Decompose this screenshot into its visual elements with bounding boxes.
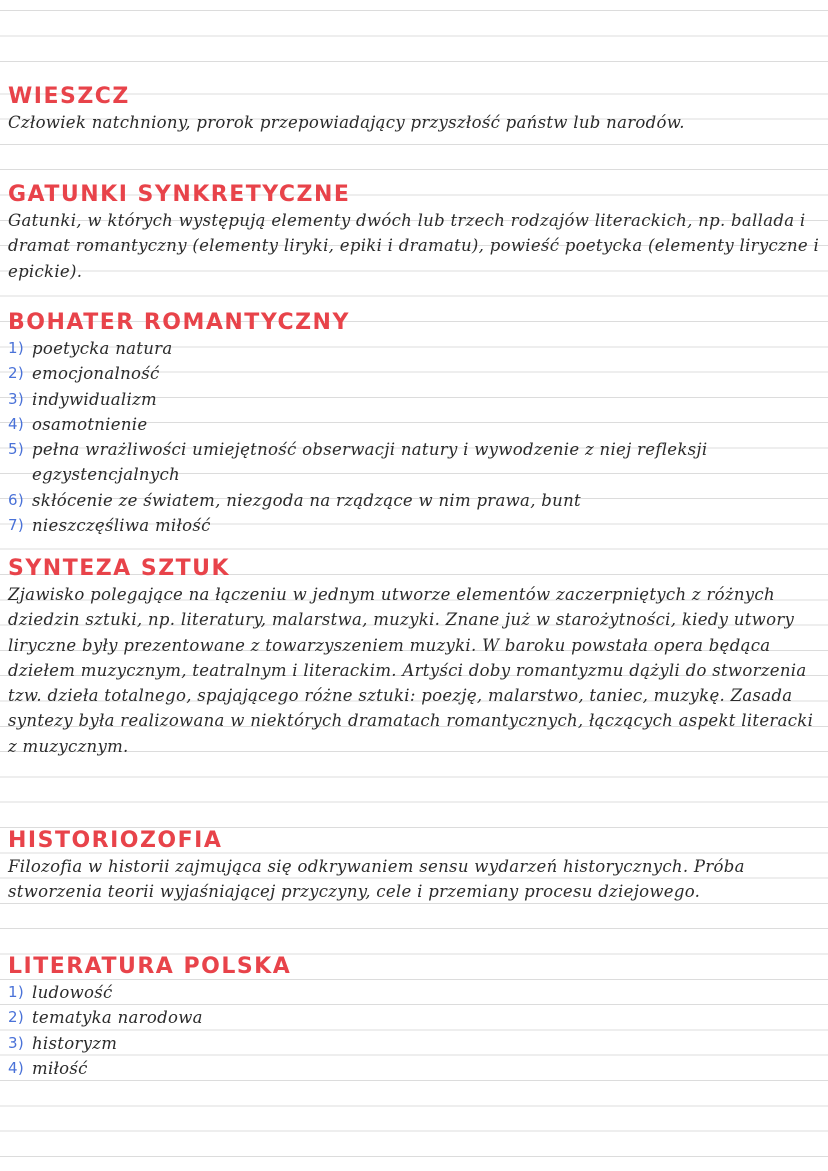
item-number: 6) bbox=[8, 490, 24, 509]
list-item bbox=[8, 488, 820, 513]
item-text: skłócenie ze światem, niezgoda na rządzące w nim prawa, bunt bbox=[32, 490, 581, 510]
item-text: tematyka narodowa bbox=[32, 1008, 203, 1028]
item-number: 5) bbox=[8, 440, 24, 459]
item-number: 3) bbox=[8, 389, 24, 408]
list-item bbox=[8, 1031, 820, 1056]
section-literatura bbox=[8, 954, 820, 1081]
list-item bbox=[8, 336, 820, 361]
section-historiozofia bbox=[8, 828, 820, 905]
item-number: 2) bbox=[8, 1008, 24, 1027]
item-number: 4) bbox=[8, 414, 24, 433]
item-text: indywidualizm bbox=[32, 389, 158, 409]
item-text: emocjonalność bbox=[32, 364, 160, 384]
text-historiozofia: Filozofia w historii zajmująca się odkrywaniem sensu wydarzeń historycznych. Próba stworzenia teorii wyjaśniającej przyczyny, cele i przemiany procesu dziejowego. bbox=[8, 857, 745, 902]
heading-bohater: BOHATER ROMANTYCZNY bbox=[8, 310, 350, 335]
list-item bbox=[8, 513, 820, 538]
item-number: 4) bbox=[8, 1058, 24, 1077]
heading-wieszcz: WIESZCZ bbox=[8, 84, 130, 109]
list-item bbox=[8, 412, 820, 437]
section-wieszcz bbox=[8, 84, 820, 135]
heading-synteza: SYNTEZA SZTUK bbox=[8, 556, 231, 581]
heading-literatura: LITERATURA POLSKA bbox=[8, 954, 292, 979]
list-item bbox=[8, 387, 820, 412]
item-text: nieszczęśliwa miłość bbox=[32, 516, 211, 536]
item-number: 2) bbox=[8, 364, 24, 383]
heading-gatunki: GATUNKI SYNKRETYCZNE bbox=[8, 182, 351, 207]
item-number: 3) bbox=[8, 1033, 24, 1052]
text-synteza: Zjawisko polegające na łączeniu w jednym utworze elementów zaczerpniętych z różnych dziedzin sztuki, np. literatury, malarstwa, muzyki. Znane już w starożytności, kiedy utwory liryczne były prezentowane z towarzyszeniem muzyki. W baroku powstała opera będąca dziełem muzycznym, teatralnym i literackim. Artyści doby romantyzmu dążyli do stworzenia tzw. dzieła totalnego, spajającego różne sztuki: poezję, malarstwo, taniec, muzykę. Zasada syntezy była realizowana w niektórych dramatach romantycznych, łączących aspekt literacki z muzycznym. bbox=[8, 585, 814, 756]
section-bohater bbox=[8, 310, 820, 538]
heading-historiozofia: HISTORIOZOFIA bbox=[8, 828, 223, 853]
section-gatunki bbox=[8, 182, 820, 284]
item-number: 1) bbox=[8, 983, 24, 1001]
item-text: ludowość bbox=[32, 983, 113, 1002]
item-text: poetycka natura bbox=[32, 339, 173, 358]
item-number: 1) bbox=[8, 339, 24, 357]
section-synteza bbox=[8, 556, 820, 759]
text-gatunki: Gatunki, w których występują elementy dwóch lub trzech rodzajów literackich, np. ballada i dramat romantyczny (elementy liryki, epiki i dramatu), powieść poetycka (elementy liryczne i epickie). bbox=[8, 211, 820, 281]
list-item bbox=[8, 1005, 820, 1030]
list-item bbox=[8, 1056, 820, 1081]
list-item bbox=[8, 437, 820, 488]
list-item bbox=[8, 980, 820, 1005]
list-item bbox=[8, 361, 820, 386]
list-bohater bbox=[8, 336, 820, 538]
text-wieszcz: Człowiek natchniony, prorok przepowiadający przyszłość państw lub narodów. bbox=[8, 113, 685, 132]
list-literatura bbox=[8, 980, 820, 1081]
item-text: osamotnienie bbox=[32, 414, 148, 434]
item-text: historyzm bbox=[32, 1033, 118, 1053]
item-text: miłość bbox=[32, 1058, 88, 1078]
item-text: pełna wrażliwości umiejętność obserwacji natury i wywodzenie z niej refleksji egzystencjalnych bbox=[32, 440, 708, 485]
item-number: 7) bbox=[8, 516, 24, 535]
